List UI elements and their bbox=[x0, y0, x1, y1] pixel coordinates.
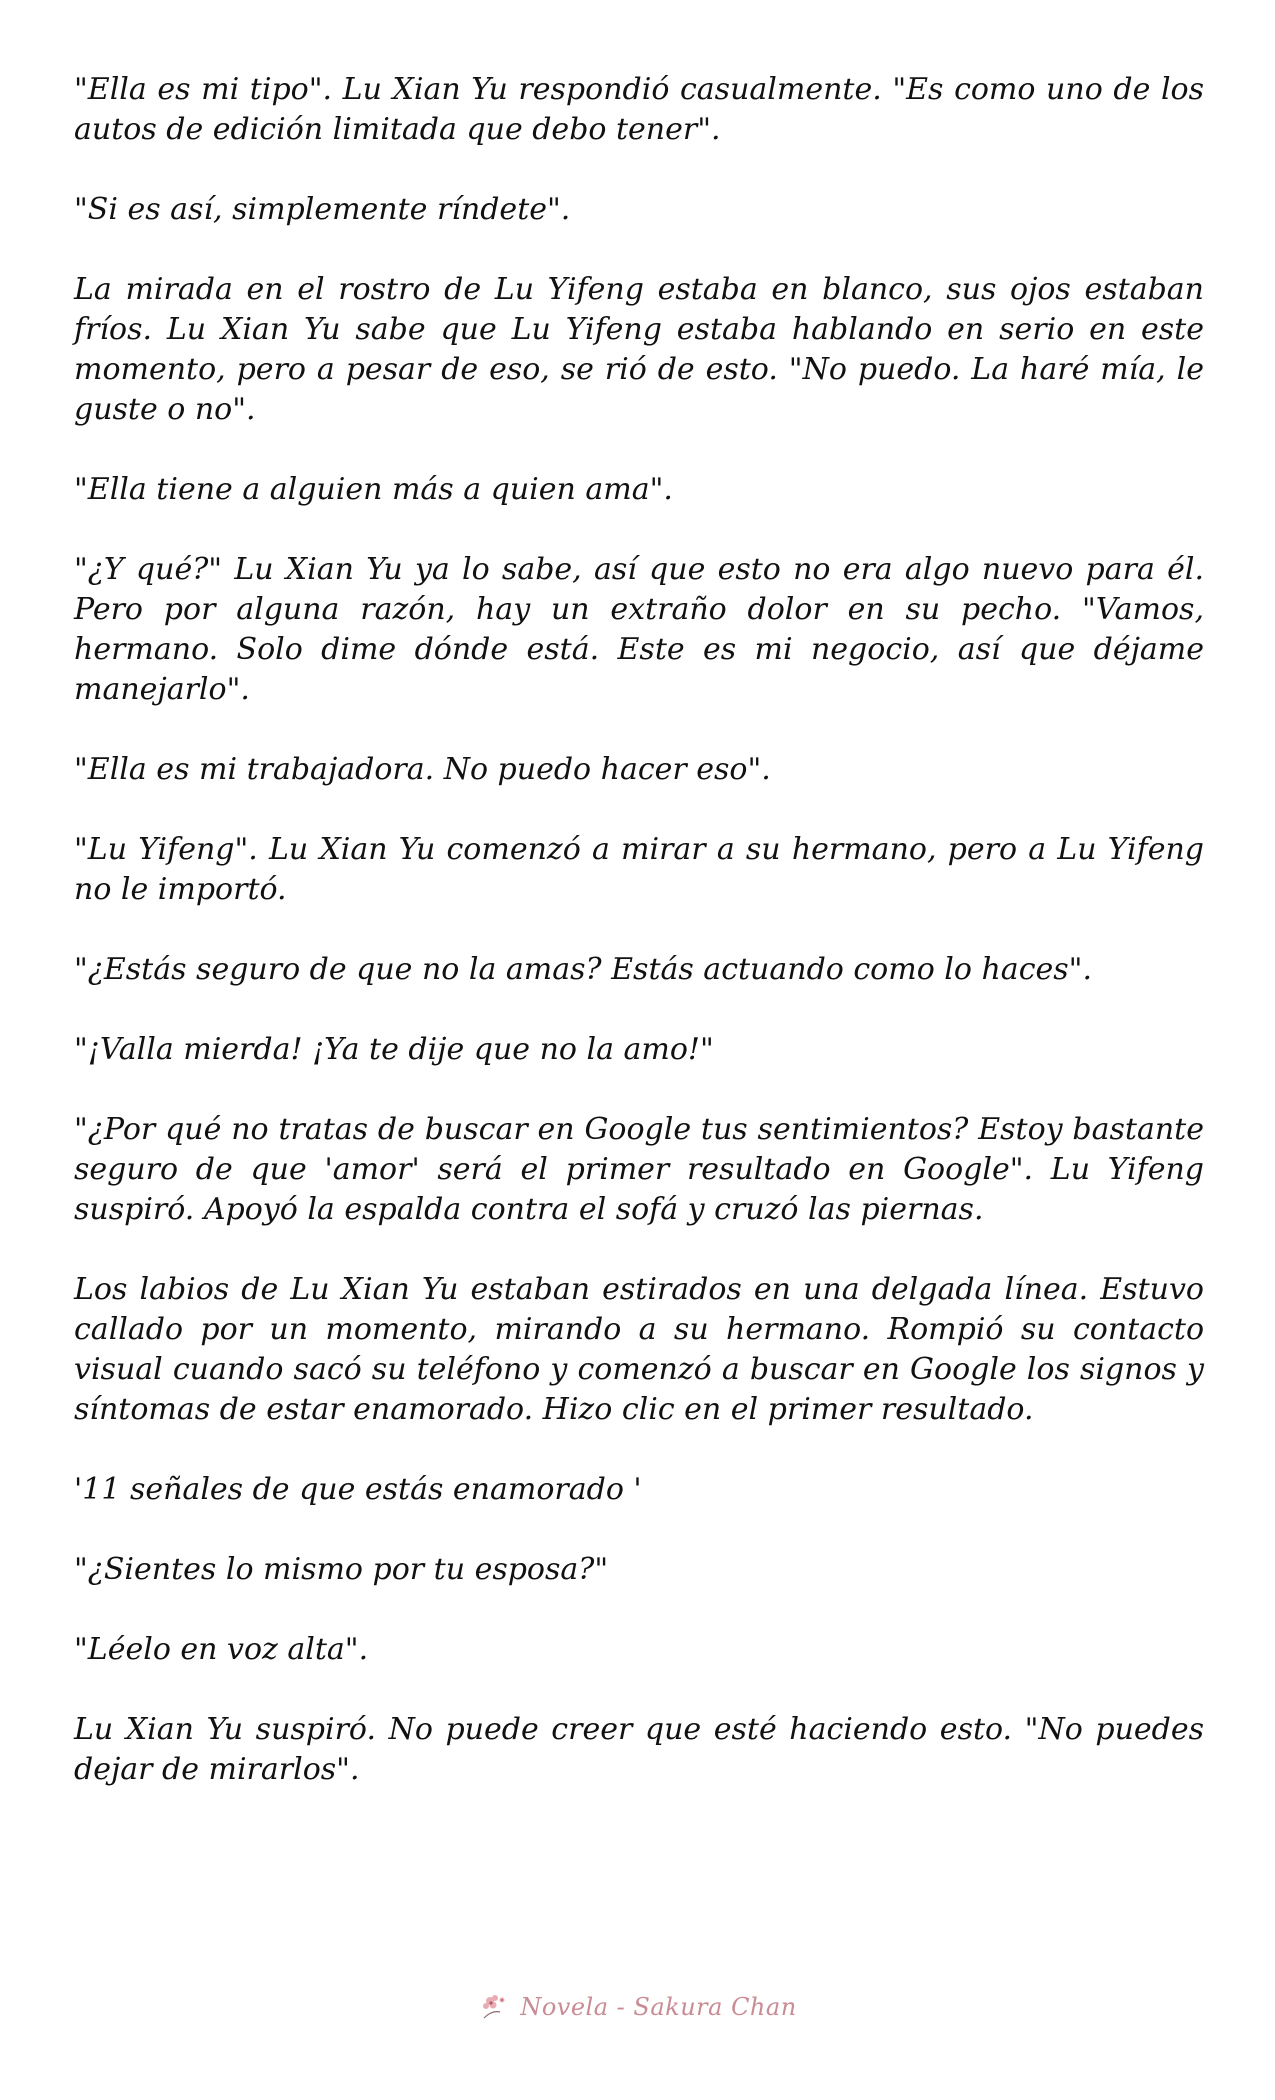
paragraph: Los labios de Lu Xian Yu estaban estirados en una delgada línea. Estuvo callado por un momento, mirando a su hermano. Rompió su contacto visual cuando sacó su teléfono y comenzó a buscar en Google los signos y síntomas de estar enamorado. Hizo clic en el primer resultado. bbox=[74, 1272, 1204, 1427]
paragraph: "Lu Yifeng". Lu Xian Yu comenzó a mirar a su hermano, pero a Lu Yifeng no le importó. bbox=[74, 832, 1204, 907]
paragraph: "¡Valla mierda! ¡Ya te dije que no la amo!" bbox=[74, 1032, 714, 1067]
paragraph: "Ella tiene a alguien más a quien ama". bbox=[74, 472, 673, 507]
sakura-flower-icon bbox=[478, 1992, 512, 2022]
paragraph: La mirada en el rostro de Lu Yifeng estaba en blanco, sus ojos estaban fríos. Lu Xian Yu sabe que Lu Yifeng estaba hablando en serio en este momento, pero a pesar de eso, se rió de esto. "No puedo. La haré mía, le guste o no". bbox=[74, 272, 1204, 427]
paragraph: "¿Sientes lo mismo por tu esposa?" bbox=[74, 1552, 609, 1587]
paragraph: Lu Xian Yu suspiró. No puede creer que esté haciendo esto. "No puedes dejar de mirarlos". bbox=[74, 1712, 1204, 1787]
paragraph: '11 señales de que estás enamorado ' bbox=[74, 1472, 642, 1507]
paragraph: "¿Estás seguro de que no la amas? Estás actuando como lo haces". bbox=[74, 952, 1092, 987]
paragraph: "Léelo en voz alta". bbox=[74, 1632, 369, 1667]
paragraph: "Ella es mi trabajadora. No puedo hacer eso". bbox=[74, 752, 771, 787]
paragraph: "Si es así, simplemente ríndete". bbox=[74, 192, 571, 227]
paragraph: "Ella es mi tipo". Lu Xian Yu respondió casualmente. "Es como uno de los autos de edición limitada que debo tener". bbox=[74, 72, 1204, 147]
paragraph: "¿Por qué no tratas de buscar en Google tus sentimientos? Estoy bastante seguro de que 'amor' será el primer resultado en Google". Lu Yifeng suspiró. Apoyó la espalda contra el sofá y cruzó las piernas. bbox=[74, 1112, 1204, 1227]
document-body bbox=[74, 70, 1204, 1830]
footer-watermark bbox=[0, 1992, 1275, 2022]
footer-watermark-text: Novela - Sakura Chan bbox=[520, 1993, 797, 2021]
paragraph: "¿Y qué?" Lu Xian Yu ya lo sabe, así que esto no era algo nuevo para él. Pero por alguna razón, hay un extraño dolor en su pecho. "Vamos, hermano. Solo dime dónde está. Este es mi negocio, así que déjame manejarlo". bbox=[74, 552, 1204, 707]
